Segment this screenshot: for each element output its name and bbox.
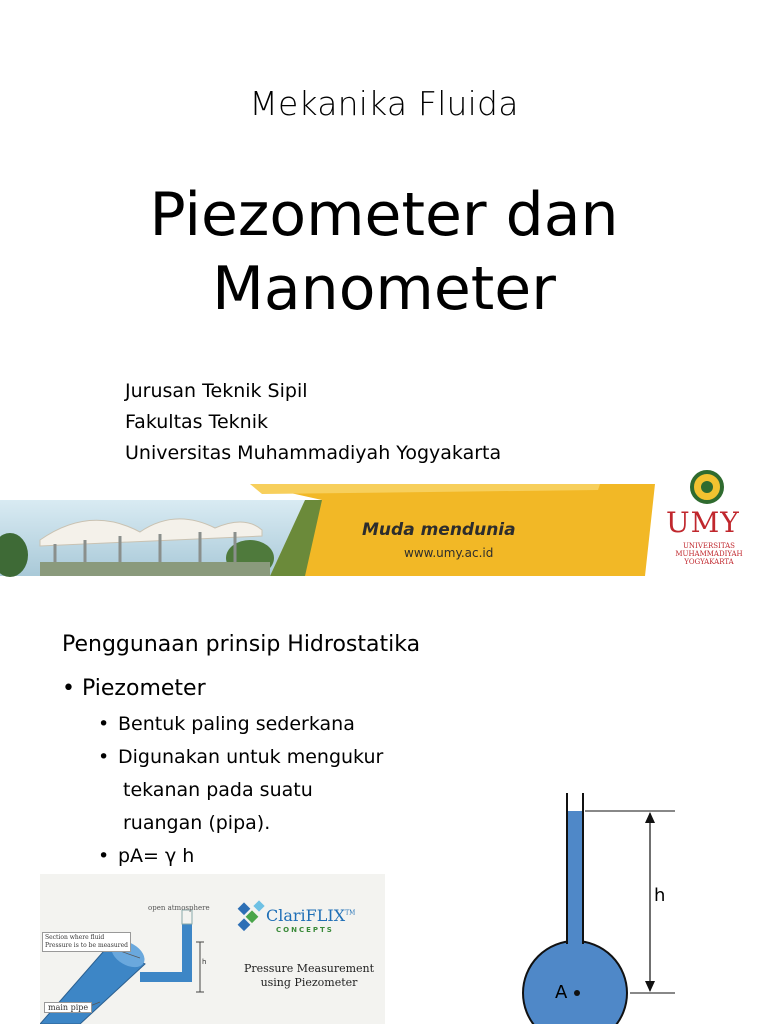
sub-bullet-text: Bentuk paling sederkana xyxy=(118,713,355,735)
bullet-dot-icon: • xyxy=(98,713,110,735)
brand-sub: CONCEPTS xyxy=(276,926,334,934)
bullet-dot-icon: • xyxy=(98,845,110,867)
slide-heading: Penggunaan prinsip Hidrostatika xyxy=(62,632,421,657)
piezometer-figure xyxy=(40,874,385,1024)
slide-title xyxy=(0,178,768,326)
logo-sub-line: UNIVERSITAS xyxy=(683,542,735,550)
main-pipe-label: main pipe xyxy=(44,1002,92,1013)
section-label-line: Pressure is to be measured xyxy=(45,942,128,949)
bullet-item xyxy=(62,676,206,701)
banner-website: www.umy.ac.id xyxy=(404,546,494,560)
h-small-label: h xyxy=(202,958,207,966)
section-label xyxy=(42,932,131,952)
open-atmosphere-label: open atmosphere xyxy=(148,904,210,912)
bullet-dot-icon: • xyxy=(98,746,110,768)
vessel-bulb xyxy=(523,941,627,1024)
brand-text: ClariFLIX xyxy=(266,906,346,925)
logo-sub-line: MUHAMMADIYAH xyxy=(675,550,743,558)
piezometer-diagram xyxy=(510,781,700,1024)
tube-fluid xyxy=(567,811,583,951)
height-label: h xyxy=(654,885,666,906)
umy-logo-text: UMY xyxy=(666,506,740,539)
affiliation-line: Universitas Muhammadiyah Yogyakarta xyxy=(125,442,502,464)
umy-emblem-icon xyxy=(688,470,726,504)
umy-logo-subtext xyxy=(664,542,754,566)
umy-banner xyxy=(0,470,768,580)
bullet-text: Piezometer xyxy=(82,676,206,701)
slide-subtitle: Mekanika Fluida xyxy=(249,84,519,123)
figure-caption xyxy=(234,962,384,990)
bullet-dot-icon: • xyxy=(62,676,75,701)
sub-bullet-continuation: ruangan (pipa). xyxy=(123,812,271,834)
slide-separator xyxy=(0,588,768,596)
sub-bullet-item xyxy=(98,708,355,741)
sub-bullet-continuation: tekanan pada suatu xyxy=(123,779,313,801)
affiliation-line: Fakultas Teknik xyxy=(125,411,268,433)
formula-text: pA= γ h xyxy=(118,845,195,867)
banner-slogan: Muda mendunia xyxy=(362,520,516,540)
caption-line: using Piezometer xyxy=(260,976,358,989)
sub-bullet-item xyxy=(98,840,194,873)
logo-sub-line: YOGYAKARTA xyxy=(684,558,734,566)
affiliation-line: Jurusan Teknik Sipil xyxy=(125,380,308,402)
point-a-label: A xyxy=(555,982,568,1003)
content-slide xyxy=(0,596,768,1024)
title-line: Piezometer dan xyxy=(149,180,619,250)
caption-line: Pressure Measurement xyxy=(243,962,375,975)
affiliation-block xyxy=(125,376,501,469)
section-label-line: Section where fluid xyxy=(45,934,105,941)
sub-bullet-text: Digunakan untuk mengukur xyxy=(118,746,384,768)
clariflix-brand xyxy=(266,906,355,925)
point-a-dot xyxy=(574,990,580,996)
title-line: Manometer xyxy=(212,254,556,324)
brand-tm: TM xyxy=(345,909,356,917)
sub-bullet-item xyxy=(98,741,383,774)
